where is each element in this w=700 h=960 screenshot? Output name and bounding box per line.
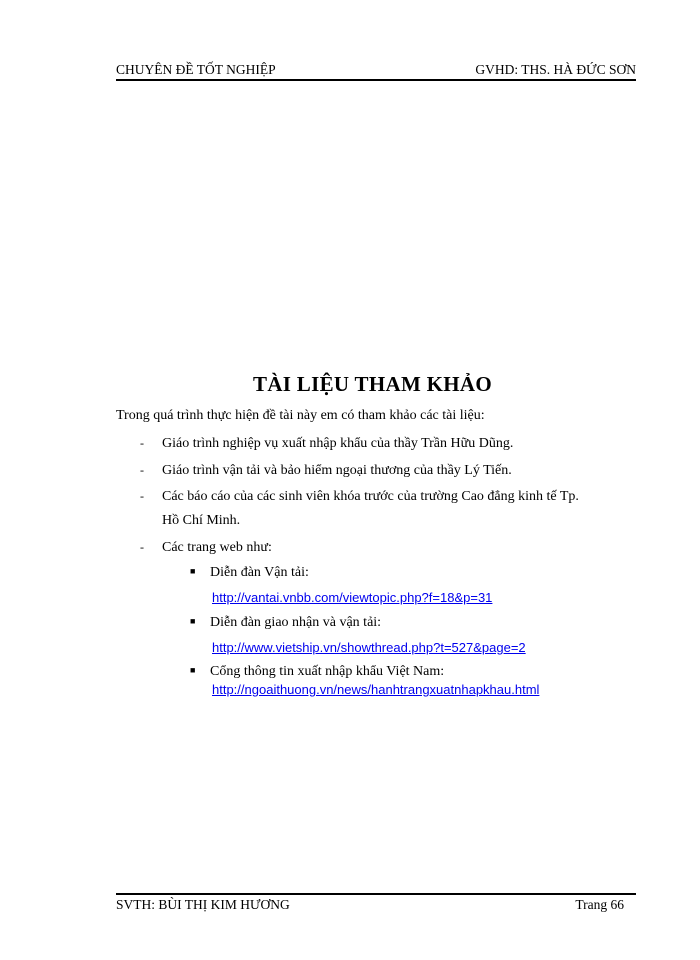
footer-rule — [116, 893, 636, 895]
website-link[interactable]: http://www.vietship.vn/showthread.php?t=527&page=2 — [212, 640, 526, 655]
dash-marker: - — [140, 540, 144, 554]
dash-marker: - — [140, 436, 144, 450]
website-link[interactable]: http://ngoaithuong.vn/news/hanhtrangxuatnhapkhau.html — [212, 682, 540, 697]
reference-text: Các trang web như: — [162, 540, 272, 555]
page-footer — [116, 897, 624, 913]
dash-marker: - — [140, 463, 144, 477]
square-bullet-icon: ■ — [190, 616, 196, 626]
reference-item — [140, 436, 513, 452]
reference-item — [140, 540, 272, 556]
website-item — [190, 565, 309, 581]
page-number: Trang 66 — [575, 897, 624, 912]
header-rule — [116, 79, 636, 81]
header-course-title: CHUYÊN ĐỀ TỐT NGHIỆP — [116, 62, 276, 77]
dash-marker: - — [140, 489, 144, 503]
website-item — [190, 615, 381, 631]
website-name: Diễn đàn Vận tải: — [210, 565, 309, 580]
page-header — [116, 62, 636, 78]
header-advisor: GVHD: THS. HÀ ĐỨC SƠN — [475, 62, 636, 77]
footer-student: SVTH: BÙI THỊ KIM HƯƠNG — [116, 897, 290, 912]
website-name: Diễn đàn giao nhận và vận tải: — [210, 615, 382, 630]
reference-text: Giáo trình nghiệp vụ xuất nhập khẩu của thầy Trần Hữu Dũng. — [162, 436, 514, 451]
reference-text: Các báo cáo của các sinh viên khóa trước của trường Cao đẳng kinh tế Tp. — [162, 489, 579, 504]
website-name: Cổng thông tin xuất nhập khẩu Việt Nam: — [210, 664, 445, 679]
reference-continuation: Hồ Chí Minh. — [162, 513, 241, 528]
square-bullet-icon: ■ — [190, 665, 196, 675]
website-item — [190, 664, 444, 680]
intro-paragraph: Trong quá trình thực hiện đề tài này em có tham khảo các tài liệu: — [116, 408, 485, 423]
reference-item — [140, 489, 579, 505]
reference-text: Giáo trình vận tải và bảo hiểm ngoại thương của thầy Lý Tiến. — [162, 463, 512, 478]
square-bullet-icon: ■ — [190, 566, 196, 576]
website-link[interactable]: http://vantai.vnbb.com/viewtopic.php?f=18&p=31 — [212, 590, 493, 605]
page-title: TÀI LIỆU THAM KHẢO — [253, 372, 492, 396]
reference-item — [140, 463, 512, 479]
